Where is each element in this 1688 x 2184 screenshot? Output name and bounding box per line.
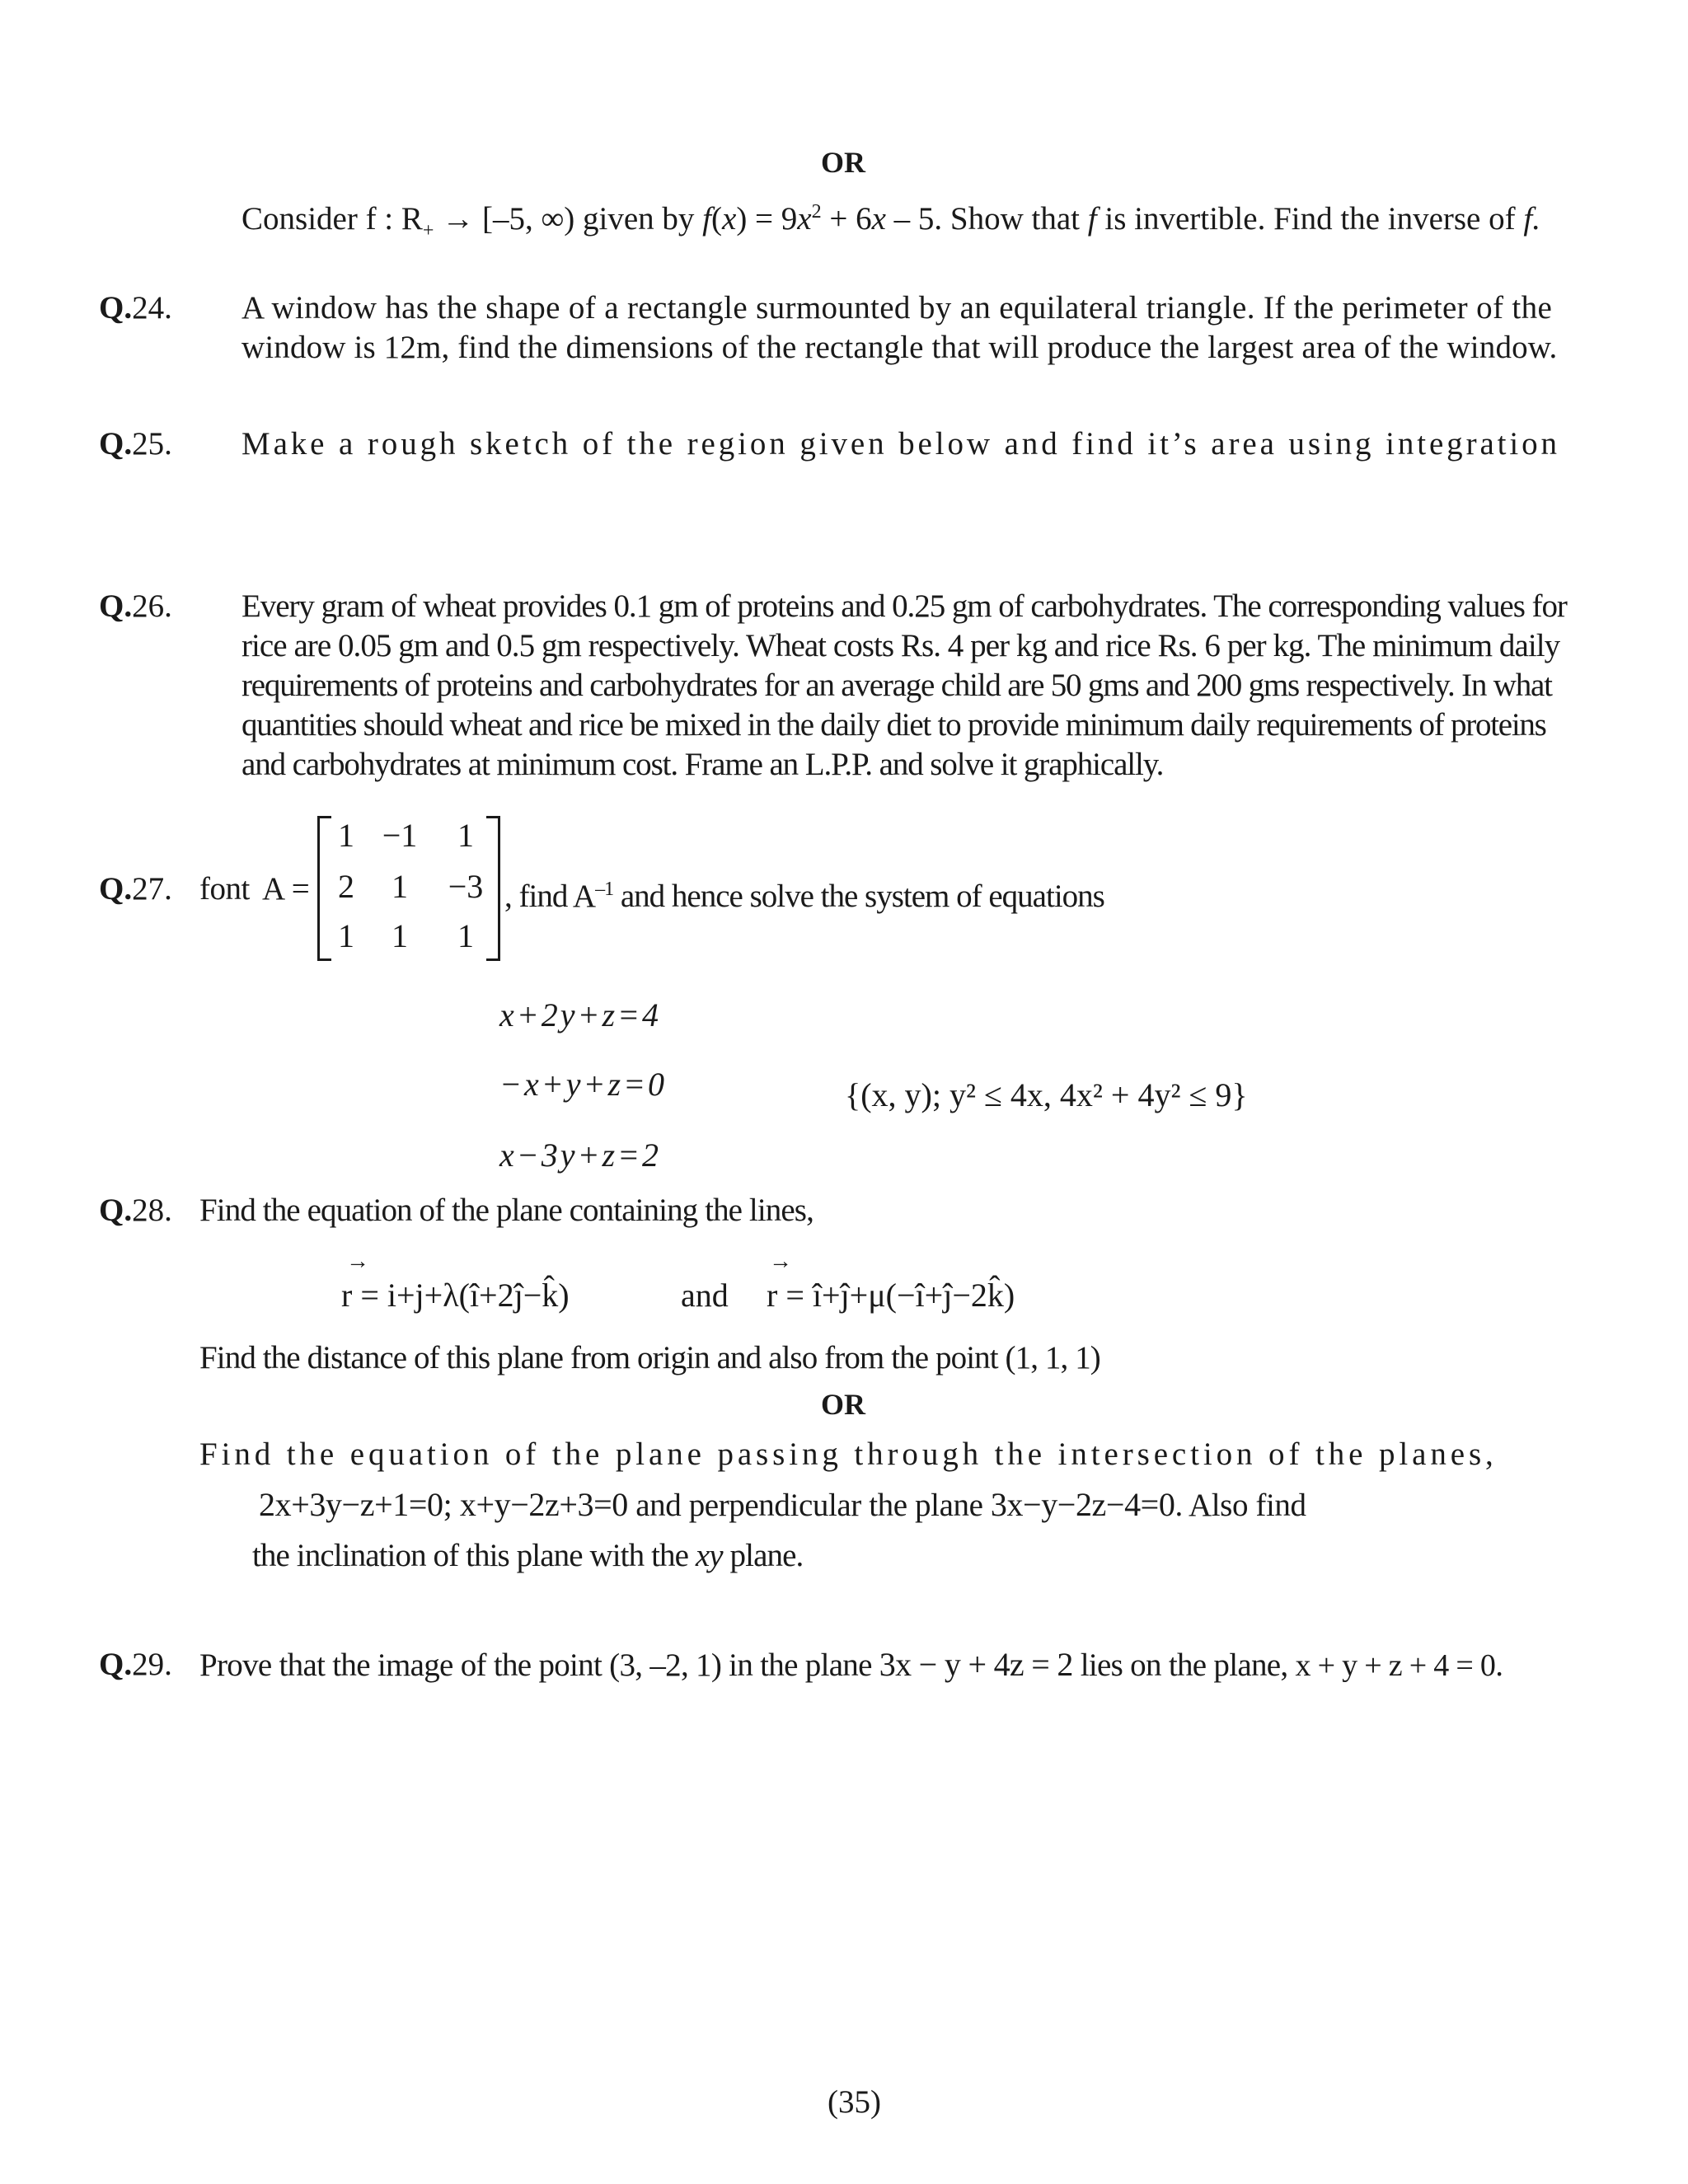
q28-alt-line-3: the inclination of this plane with the xy plane. xyxy=(252,1538,804,1573)
vector-arrow-icon: → xyxy=(769,1249,792,1274)
q26-line-3: requirements of proteins and carbohydrates for an average child are 50 gms and 200 gms respectively. In what xyxy=(241,668,1552,703)
page-number: (35) xyxy=(828,2084,881,2120)
matrix-cell: −1 xyxy=(382,817,418,854)
or-heading-q23: OR xyxy=(821,146,865,179)
q27-instruction: , find $A^{-1}$ and hence solve the system of equations xyxy=(504,879,1104,914)
q28-line-equation-2: r = î+ĵ+μ(−î+ĵ−2k̂) xyxy=(767,1277,1015,1314)
matrix-cell: 2 xyxy=(338,868,354,905)
q26-line-2: rice are 0.05 gm and 0.5 gm respectively. Wheat costs Rs. 4 per kg and rice Rs. 6 per kg. The minimum daily xyxy=(241,628,1560,663)
q27-equation-1: x+2y+z=4 xyxy=(499,996,662,1033)
question-number-29: Q.29. xyxy=(99,1647,172,1682)
matrix-cell: 1 xyxy=(457,917,474,954)
question-number-25: Q.25. xyxy=(99,426,172,462)
q25-text: Make a rough sketch of the region given below and find it’s area using integration xyxy=(241,426,1560,462)
matrix-cell: 1 xyxy=(338,917,354,954)
or-heading-q28: OR xyxy=(821,1388,865,1421)
q25-region-set: {(x, y); y² ≤ 4x, 4x² + 4y² ≤ 9} xyxy=(845,1076,1248,1113)
vector-arrow-icon: → xyxy=(346,1249,369,1274)
q26-line-5: and carbohydrates at minimum cost. Frame an L.P.P. and solve it graphically. xyxy=(241,747,1164,782)
q29-text: Prove that the image of the point (3, –2, 1) in the plane 3x − y + 4z = 2 lies on the plane, x + y + z + 4 = 0. xyxy=(199,1646,1503,1683)
question-number-28: Q.28. xyxy=(99,1193,172,1228)
question-number-26: Q.26. xyxy=(99,588,172,624)
q28-alt-line-2: 2x+3y−z+1=0; x+y−2z+3=0 and perpendicular the plane 3x−y−2z−4=0. Also find xyxy=(259,1486,1306,1523)
q26-line-4: quantities should wheat and rice be mixed in the daily diet to provide minimum daily requirements of proteins xyxy=(241,707,1546,743)
q27-equation-3: x−3y+z=2 xyxy=(499,1137,662,1174)
matrix-cell: −3 xyxy=(448,868,484,905)
matrix-cell: 1 xyxy=(338,817,354,854)
q28-alt-line-1: Find the equation of the plane passing through the intersection of the planes, xyxy=(199,1436,1498,1472)
matrix-cell: 1 xyxy=(392,868,408,905)
q24-line-2: window is 12m, find the dimensions of the rectangle that will produce the largest area of the window. xyxy=(241,330,1558,365)
question-number-24: Q.24. xyxy=(99,290,172,326)
q28-line-equation-1: r = i+j+λ(î+2ĵ−k̂) xyxy=(341,1277,570,1314)
q24-line-1: A window has the shape of a rectangle surmounted by an equilateral triangle. If the perimeter of the xyxy=(241,290,1553,326)
q27-equation-2: −x+y+z=0 xyxy=(499,1066,668,1103)
matrix-cell: 1 xyxy=(457,817,474,854)
q28-and: and xyxy=(681,1277,729,1314)
q27-prefix: font xyxy=(199,871,250,907)
matrix-cell: 1 xyxy=(392,917,408,954)
q23-or-statement: Consider f : $R_+ \to [-5$, ∞) given by $f(x) = 9x^2 + 6x - 5$. Show that f is invertible. Find the inverse of f. xyxy=(241,201,1540,241)
q27-matrix-label: A = xyxy=(262,871,310,907)
question-number-27: Q.27. xyxy=(99,871,172,907)
q28-intro: Find the equation of the plane containing the lines, xyxy=(199,1193,814,1228)
q28-distance: Find the distance of this plane from origin and also from the point (1, 1, 1) xyxy=(199,1340,1100,1376)
q26-line-1: Every gram of wheat provides 0.1 gm of proteins and 0.25 gm of carbohydrates. The corresponding values for xyxy=(241,588,1567,624)
